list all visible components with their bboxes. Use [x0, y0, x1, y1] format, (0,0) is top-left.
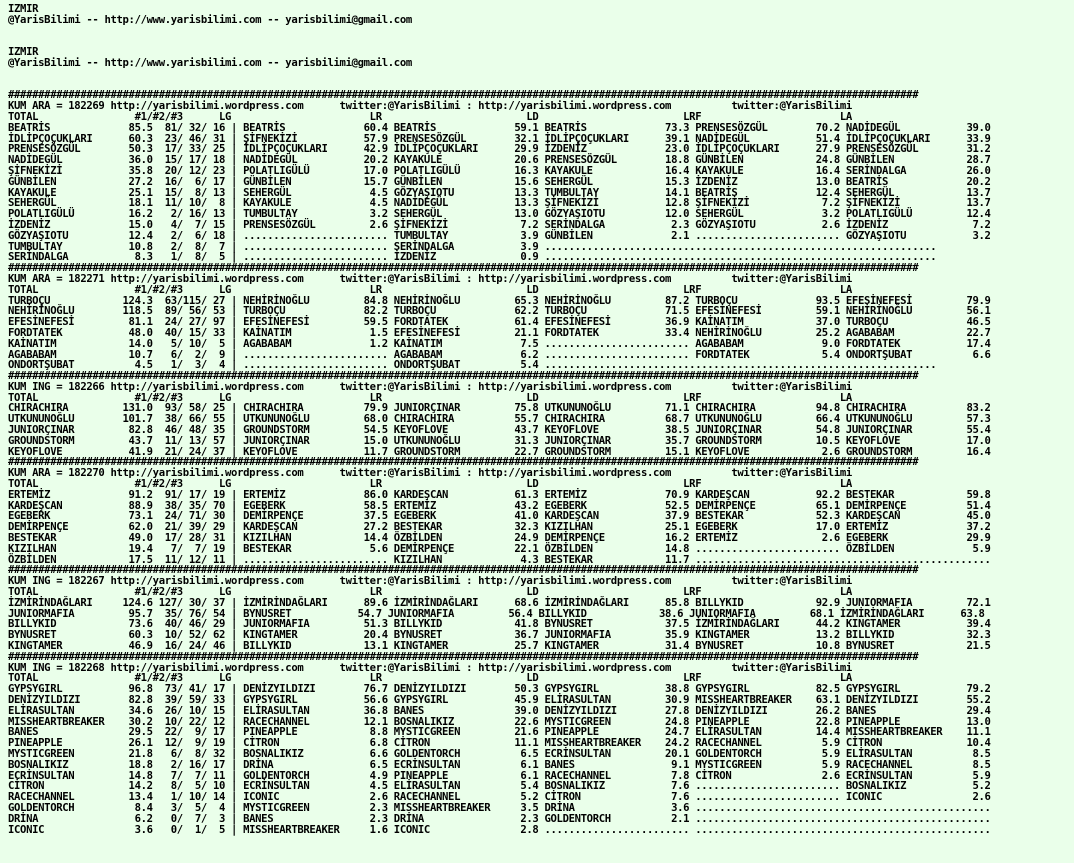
table-row: BOSNALIKIZ 18.8 2/ 16/ 17 | DRİNA 6.5 ECRİNSULTAN 6.1 BANES 9.1 MYSTICGREEN 5.9 RACECHANNEL 8.5	[8, 758, 991, 771]
header-line: @YarisBilimi -- http://www.yarisbilimi.com -- yarisbilimi@gmail.com	[8, 56, 412, 69]
table-row: BESTEKAR 49.0 17/ 28/ 31 | KIZILHAN 14.4 ÖZBİLDEN 24.9 DEMİRPENÇE 16.2 ERTEMİZ 2.6 EGEBERK 29.9	[8, 532, 991, 545]
table-row: MYSTICGREEN 21.8 6/ 8/ 32 | BOSNALIKIZ 6.6 GOLDENTORCH 6.5 ECRİNSULTAN 20.1 GOLDENTORCH 5.9 ELİRASULTAN 8.5	[8, 747, 991, 760]
table-row: İZMİRİNDAĞLARI 124.6 127/ 30/ 37 | İZMİRİNDAĞLARI 89.6 İZMİRİNDAĞLARI 68.6 İZMİRİNDAĞLARI 85.8 BILLYKID 92.9 JUNIORMAFIA 72.1	[8, 596, 991, 609]
column-header: TOTAL #1/#2/#3 LG LR LD LRF LA	[8, 586, 852, 599]
section-header: KUM ARA = 182271 http://yarisbilimi.wordpress.com twitter:@YarisBilimi : http://yarisbilimi.wordpress.com twitter:@YarisBilimi	[8, 272, 852, 285]
table-row: İDLİPÇOÇUKLARI 60.3 23/ 46/ 31 | ŞİFNEKİZİ 57.9 PRENSESÖZGÜL 32.1 İDLİPÇOÇUKLARI 39.1 NADİDEGÜL 51.4 İDLİPÇOÇUKLARI 33.9	[8, 132, 991, 145]
column-header: TOTAL #1/#2/#3 LG LR LD LRF LA	[8, 391, 852, 404]
table-row: ŞİFNEKİZİ 35.8 20/ 12/ 23 | POLATLIGÜLÜ 17.0 POLATLIGÜLÜ 16.3 KAYAKULE 16.4 KAYAKULE 16.4 SERİNDALGA 26.0	[8, 164, 991, 177]
table-row: NADİDEGÜL 36.0 15/ 17/ 18 | NADİDEGÜL 20.2 KAYAKULE 20.6 PRENSESÖZGÜL 18.8 GÜNBİLEN 24.8 GÜNBİLEN 28.7	[8, 154, 991, 167]
table-row: RACECHANNEL 13.4 1/ 10/ 14 | ICONIC 2.6 RACECHANNEL 5.2 CİTRON 7.6 ........................ ICONIC 2.6	[8, 791, 991, 804]
header-line: @YarisBilimi -- http://www.yarisbilimi.com -- yarisbilimi@gmail.com	[8, 13, 412, 26]
column-header: TOTAL #1/#2/#3 LG LR LD LRF LA	[8, 672, 852, 685]
table-row: GOLDENTORCH 8.4 3/ 5/ 4 | MYSTICGREEN 2.3 MISSHEARTBREAKER 3.5 DRİNA 3.6 .................................................	[8, 801, 991, 814]
table-row: ONDORTŞUBAT 4.5 1/ 3/ 4 | ........................ ONDORTŞUBAT 5.4 .................................................................	[8, 359, 937, 372]
separator-line: #######################################################################################################################################################	[8, 564, 919, 577]
table-row: GÜNBİLEN 27.2 16/ 6/ 17 | GÜNBİLEN 15.7 GÜNBİLEN 15.6 SEHERGÜL 15.3 İZDENİZ 13.0 BEATRİS 20.2	[8, 175, 991, 188]
table-row: PINEAPPLE 26.1 12/ 9/ 19 | CİTRON 6.8 CİTRON 11.1 MISSHEARTBREAKER 24.2 RACECHANNEL 5.9 CİTRON 10.4	[8, 737, 991, 750]
separator-line: #######################################################################################################################################################	[8, 650, 919, 663]
header-line: IZMIR	[8, 3, 39, 15]
table-row: ÖZBİLDEN 17.5 11/ 12/ 11 | ........................ KIZILHAN 4.3 BESTEKAR 11.7 .................................................	[8, 553, 991, 566]
table-row: AGABABAM 10.7 6/ 2/ 9 | ........................ AGABABAM 6.2 ........................ FORDTATEK 5.4 ONDORTŞUBAT 6.6	[8, 348, 991, 361]
header-line	[8, 26, 991, 37]
column-header: TOTAL #1/#2/#3 LG LR LD LRF LA	[8, 478, 852, 491]
header-line	[8, 36, 991, 47]
table-row: JUNIORMAFIA 95.7 35/ 76/ 54 | BYNUSRET 54.7 JUNIORMAFIA 56.4 BILLYKID 38.6 JUNIORMAFIA 68.1 İZMİRİNDAĞLARI 63.8	[8, 607, 985, 620]
table-row: CİTRON 14.2 8/ 5/ 10 | ECRİNSULTAN 4.5 ELİRASULTAN 5.4 BOSNALIKIZ 7.6 ........................ BOSNALIKIZ 5.2	[8, 780, 991, 793]
table-row: SEHERGÜL 18.1 11/ 10/ 8 | KAYAKULE 4.5 NADİDEGÜL 13.3 ŞİFNEKİZİ 12.8 ŞİFNEKİZİ 7.2 ŞİFNEKİZİ 13.7	[8, 197, 991, 210]
table-row: KEYOFLOVE 41.9 21/ 24/ 37 | KEYOFLOVE 11.7 GROUNDSTORM 22.7 GROUNDSTORM 15.1 KEYOFLOVE 2.6 GROUNDSTORM 16.4	[8, 445, 991, 458]
header-line: IZMIR	[8, 46, 39, 59]
table-row: TUMBULTAY 10.8 2/ 8/ 7 | ........................ SERİNDALGA 3.9 .................................................................	[8, 240, 937, 253]
table-row: İZDENİZ 15.0 4/ 7/ 15 | PRENSESÖZGÜL 2.6 ŞİFNEKİZİ 7.2 SERİNDALGA 2.3 GÖZYAŞIOTU 2.6 İZDENİZ 7.2	[8, 218, 991, 231]
table-row: DENİZYILDIZI 82.8 39/ 59/ 33 | GYPSYGIRL 56.6 GYPSYGIRL 45.9 ELİRASULTAN 30.9 MISSHEARTBREAKER 63.1 DENİZYILDIZI 55.2	[8, 694, 991, 706]
table-row: DEMİRPENÇE 62.0 21/ 39/ 29 | KARDEŞCAN 27.2 BESTEKAR 32.3 KIZILHAN 25.1 EGEBERK 17.0 ERTEMİZ 37.2	[8, 521, 991, 534]
table-row: KINGTAMER 46.9 16/ 24/ 46 | BILLYKID 13.1 KINGTAMER 25.7 KINGTAMER 31.4 BYNUSRET 10.8 BYNUSRET 21.5	[8, 640, 991, 653]
column-header: TOTAL #1/#2/#3 LG LR LD LRF LA	[8, 283, 852, 296]
table-row: BANES 29.5 22/ 9/ 17 | PINEAPPLE 8.8 MYSTICGREEN 21.6 PINEAPPLE 24.7 ELİRASULTAN 14.4 MISSHEARTBREAKER 11.1	[8, 726, 991, 739]
table-row: SERİNDALGA 8.3 1/ 8/ 5 | ........................ İZDENİZ 0.9 .................................................................	[8, 251, 937, 264]
table-row: JUNIORÇINAR 82.8 46/ 48/ 35 | GROUNDSTORM 54.5 KEYOFLOVE 43.7 KEYOFLOVE 38.5 JUNIORÇINAR 54.8 JUNIORÇINAR 55.4	[8, 424, 991, 437]
separator-line: #######################################################################################################################################################	[8, 456, 919, 469]
table-row: KARDEŞCAN 88.9 38/ 35/ 70 | EGEBERK 58.5 ERTEMİZ 43.2 EGEBERK 52.5 DEMİRPENÇE 65.1 DEMİRPENÇE 51.4	[8, 499, 991, 512]
table-row: EFESİNEFESİ 81.1 24/ 27/ 97 | EFESİNEFESİ 59.5 FORDTATEK 61.4 EFESİNEFESİ 36.9 KAİNATIM 37.0 TURBOÇU 46.5	[8, 316, 991, 329]
section-header: KUM ING = 182266 http://yarisbilimi.wordpress.com twitter:@YarisBilimi : http://yarisbilimi.wordpress.com twitter:@YarisBilimi	[8, 380, 852, 393]
separator-line: #######################################################################################################################################################	[8, 262, 919, 275]
table-row: POLATLIGÜLÜ 16.2 2/ 16/ 13 | TUMBULTAY 3.2 SEHERGÜL 13.0 GÖZYAŞIOTU 12.0 SEHERGÜL 3.2 POLATLIGÜLÜ 12.4	[8, 208, 991, 221]
table-row: BILLYKID 73.6 40/ 46/ 29 | JUNIORMAFIA 51.3 BILLYKID 41.8 BYNUSRET 37.5 İZMİRİNDAĞLARI 44.2 KINGTAMER 39.4	[8, 618, 991, 631]
table-row: PRENSESÖZGÜL 50.3 17/ 33/ 25 | İDLİPÇOÇUKLARI 42.9 İDLİPÇOÇUKLARI 29.9 İZDENİZ 23.0 İDLİPÇOÇUKLARI 27.9 PRENSESÖZGÜL 31.2	[8, 143, 991, 156]
table-row: NEHİRİNOĞLU 118.5 89/ 56/ 53 | TURBOÇU 82.2 TURBOÇU 62.2 TURBOÇU 71.5 EFESİNEFESİ 59.1 NEHİRİNOĞLU 56.1	[8, 305, 991, 318]
table-row: BEATRİS 85.5 81/ 32/ 16 | BEATRİS 60.4 BEATRİS 59.1 BEATRİS 73.3 PRENSESÖZGÜL 70.2 NADİDEGÜL 39.0	[8, 121, 991, 134]
table-row: KAYAKULE 25.1 15/ 8/ 13 | SEHERGÜL 4.5 GÖZYAŞIOTU 13.3 TUMBULTAY 14.1 BEATRİS 12.4 SEHERGÜL 13.7	[8, 186, 991, 199]
table-row: EGEBERK 73.1 24/ 71/ 30 | DEMİRPENÇE 37.5 EGEBERK 41.0 KARDEŞCAN 37.9 BESTEKAR 52.3 KARDEŞCAN 45.0	[8, 510, 991, 523]
table-row: DRİNA 6.2 0/ 7/ 3 | BANES 2.3 DRİNA 2.3 GOLDENTORCH 2.1 .................................................	[8, 812, 991, 825]
table-row: KIZILHAN 19.4 7/ 7/ 19 | BESTEKAR 5.6 DEMİRPENÇE 22.1 ÖZBİLDEN 14.8 ........................ ÖZBİLDEN 5.9	[8, 542, 991, 555]
section-header: KUM ARA = 182269 http://yarisbilimi.wordpress.com twitter:@YarisBilimi : http://yarisbilimi.wordpress.com twitter:@YarisBilimi	[8, 100, 852, 113]
table-row: ICONIC 3.6 0/ 1/ 5 | MISSHEARTBREAKER 1.6 ICONIC 2.8 ........................ .................................................	[8, 823, 991, 836]
section-header: KUM ING = 182268 http://yarisbilimi.wordpress.com twitter:@YarisBilimi : http://yarisbilimi.wordpress.com twitter:@YarisBilimi	[8, 661, 852, 674]
table-row: ECRİNSULTAN 14.8 7/ 7/ 11 | GOLDENTORCH 4.9 PINEAPPLE 6.1 RACECHANNEL 7.8 CİTRON 2.6 ECRİNSULTAN 5.9	[8, 769, 991, 782]
table-row: GÖZYAŞIOTU 12.4 2/ 6/ 18 | ........................ TUMBULTAY 3.9 GÜNBİLEN 2.1 ........................ GÖZYAŞIOTU 3.2	[8, 229, 991, 242]
section-header: KUM ARA = 182270 http://yarisbilimi.wordpress.com twitter:@YarisBilimi : http://yarisbilimi.wordpress.com twitter:@YarisBilimi	[8, 467, 852, 480]
table-row: TURBOÇU 124.3 63/115/ 27 | NEHİRİNOĞLU 84.8 NEHİRİNOĞLU 65.3 NEHİRİNOĞLU 87.2 TURBOÇU 93.5 EFESİNEFESİ 79.9	[8, 294, 991, 307]
table-row: CHIRACHIRA 131.0 93/ 58/ 25 | CHIRACHIRA 79.9 JUNIORÇINAR 75.8 UTKUNUNOĞLU 71.1 CHIRACHIRA 94.8 CHIRACHIRA 83.2	[8, 402, 991, 415]
column-header: TOTAL #1/#2/#3 LG LR LD LRF LA	[8, 110, 852, 123]
separator-line: #######################################################################################################################################################	[8, 89, 919, 102]
table-row: BYNUSRET 60.3 10/ 52/ 62 | KINGTAMER 20.4 BYNUSRET 36.7 JUNIORMAFIA 35.9 KINGTAMER 13.2 BILLYKID 32.3	[8, 629, 991, 642]
table-row: ERTEMİZ 91.2 91/ 17/ 19 | ERTEMİZ 86.0 KARDEŞCAN 61.3 ERTEMİZ 70.9 KARDEŞCAN 92.2 BESTEKAR 59.8	[8, 488, 991, 501]
table-row: MISSHEARTBREAKER 30.2 10/ 22/ 12 | RACECHANNEL 12.1 BOSNALIKIZ 22.6 MYSTICGREEN 24.8 PINEAPPLE 22.8 PINEAPPLE 13.0	[8, 715, 991, 728]
table-row: GYPSYGIRL 96.8 73/ 41/ 17 | DENİZYILDIZI 76.7 DENİZYILDIZI 50.3 GYPSYGIRL 38.8 GYPSYGIRL 82.5 GYPSYGIRL 79.2	[8, 683, 991, 696]
header-line	[8, 69, 991, 80]
report-text	[8, 4, 991, 835]
separator-line: #######################################################################################################################################################	[8, 370, 919, 383]
table-row: KAİNATIM 14.0 5/ 10/ 5 | AGABABAM 1.2 KAİNATIM 7.5 ........................ AGABABAM 9.0 FORDTATEK 17.4	[8, 337, 991, 350]
section-header: KUM ING = 182267 http://yarisbilimi.wordpress.com twitter:@YarisBilimi : http://yarisbilimi.wordpress.com twitter:@YarisBilimi	[8, 575, 852, 588]
table-row: FORDTATEK 48.0 40/ 15/ 33 | KAİNATIM 1.5 EFESİNEFESİ 21.1 FORDTATEK 33.4 NEHİRİNOĞLU 25.2 AGABABAM 22.7	[8, 326, 991, 339]
table-row: UTKUNUNOĞLU 101.7 38/ 66/ 55 | UTKUNUNOĞLU 68.0 CHIRACHIRA 55.7 CHIRACHIRA 68.7 UTKUNUNOĞLU 66.4 UTKUNUNOĞLU 57.3	[8, 413, 991, 426]
table-row: GROUNDSTORM 43.7 11/ 13/ 57 | JUNIORÇINAR 15.0 UTKUNUNOĞLU 31.3 JUNIORÇINAR 35.7 GROUNDSTORM 10.5 KEYOFLOVE 17.0	[8, 434, 991, 447]
table-row: ELİRASULTAN 34.6 26/ 10/ 15 | ELİRASULTAN 36.8 BANES 39.0 DENİZYILDIZI 27.8 DENİZYILDIZI 26.2 BANES 29.4	[8, 704, 991, 717]
